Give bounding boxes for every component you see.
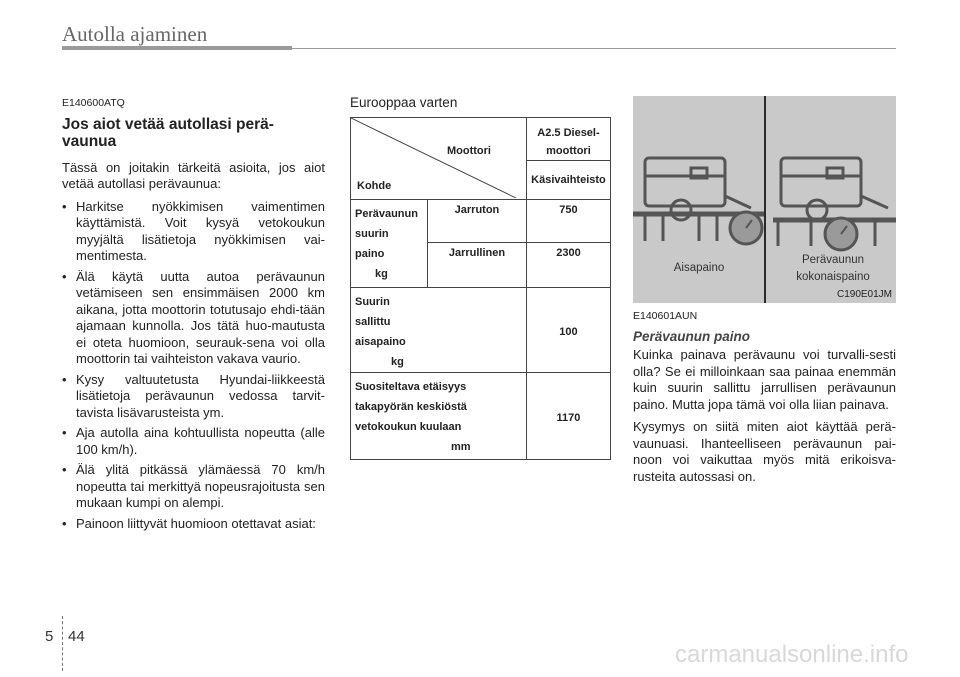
paragraph: Kuinka painava perävaunu voi turvalli-sesti olla? Se ei milloinkaan saa painaa enemmän kuin suurin sallittu jarrullisen perävaunun paino. Mutta jopa tämä voi olla liian painava. <box>633 347 896 412</box>
engine-header-line: moottori <box>546 145 591 157</box>
label-line: kg <box>375 268 388 280</box>
list-item: • Älä ylitä pitkässä ylämäessä 70 km/h nopeutta tai merkittyä nopeusrajoitusta sen mukaan kumpi on alempi. <box>62 462 325 512</box>
label-line: sallittu <box>355 316 391 328</box>
label-line: Suositeltava etäisyys <box>355 381 467 393</box>
corner-top-label: Moottori <box>447 145 491 157</box>
gross-trailer-weight-caption <box>773 252 893 286</box>
label-line: aisapaino <box>355 336 406 348</box>
corner-cell <box>351 118 527 200</box>
braked-label: Jarrullinen <box>428 243 527 288</box>
unbraked-value: 750 <box>526 200 610 243</box>
caption-line: Perävaunun <box>801 254 865 266</box>
list-item: • Painoon liittyvät huomioon otettavat asiat: <box>62 516 325 533</box>
caption-line: kokonaispaino <box>796 271 870 283</box>
braked-value: 2300 <box>526 243 610 288</box>
section-code: E140600ATQ <box>62 97 125 109</box>
figure-code: C190E01JM <box>836 289 892 300</box>
right-column <box>633 308 896 491</box>
label-line: takapyörän keskiöstä <box>355 401 467 413</box>
engine-header-line: A2.5 Diesel- <box>537 127 600 139</box>
list-item: • Kysy valtuutetusta Hyundai-liikkeestä lisätietoja perävaunun vedossa tarvit-tavista lisävarusteista ym. <box>62 372 325 422</box>
page-divider <box>62 616 63 671</box>
towing-spec-table <box>350 117 611 460</box>
page-header-title: Autolla ajaminen <box>62 22 208 46</box>
engine-header <box>526 118 610 161</box>
header-bar <box>62 46 292 50</box>
max-tongue-load-value: 100 <box>526 288 610 373</box>
paragraph: Kysymys on siitä miten aiot käyttää perä-vaunuasi. Ihanteelliseen perävaunun pai-noon voi vaikuttaa myös mitä erikoisva-rusteita autossasi on. <box>633 419 896 484</box>
table-title: Eurooppaa varten <box>350 95 458 110</box>
section-number: 5 <box>45 628 54 645</box>
hitch-distance-value: 1170 <box>526 373 610 460</box>
tongue-weight-caption: Aisapaino <box>673 262 725 274</box>
trailer-weight-illustration <box>633 96 896 303</box>
label-line: Suurin <box>355 296 390 308</box>
label-line: paino <box>355 248 385 260</box>
label-line: suurin <box>355 228 389 240</box>
label-line: mm <box>451 441 471 453</box>
section-heading: Jos aiot vetää autollasi perä-vaunua <box>62 115 274 150</box>
max-trailer-weight-label <box>351 200 428 288</box>
label-line: vetokoukun kuulaan <box>355 421 462 433</box>
subsection-heading: Perävaunun paino <box>633 328 751 344</box>
watermark: carmanualsonline.info <box>675 641 909 668</box>
section-code: E140601AUN <box>633 310 698 322</box>
corner-bottom-label: Kohde <box>357 180 392 192</box>
left-column <box>62 95 325 536</box>
hitch-distance-label <box>351 373 527 460</box>
unbraked-label: Jarruton <box>428 200 527 243</box>
max-tongue-load-label <box>351 288 527 373</box>
intro-paragraph: Tässä on joitakin tärkeitä asioita, jos aiot vetää autollasi perävaunua: <box>62 159 325 191</box>
page-number: 44 <box>68 628 85 645</box>
list-item: • Harkitse nyökkimisen vaimentimen käyttämistä. Voit kysyä vetokoukun myyjältä lisätietoja nyökkimisen vai-mentimesta. <box>62 199 325 265</box>
header-rule <box>292 48 896 49</box>
list-item: • Aja autolla aina kohtuullista nopeutta (alle 100 km/h). <box>62 425 325 458</box>
label-line: Perävaunun <box>355 208 418 220</box>
label-line: kg <box>391 356 404 368</box>
list-item: • Älä käytä uutta autoa perävaunun vetämiseen sen ensimmäisen 2000 km aikana, jotta moottorin totutusajo ehdi-tään ajamaan kunnolla. Jos tätä huo-mautusta ei oteta huomioon, seurauk-sena voi olla moottorin tai vaihteiston vakava vaurio. <box>62 269 325 368</box>
transmission-header: Käsivaihteisto <box>526 161 610 200</box>
advice-list <box>62 199 325 533</box>
panel-divider <box>764 96 766 303</box>
